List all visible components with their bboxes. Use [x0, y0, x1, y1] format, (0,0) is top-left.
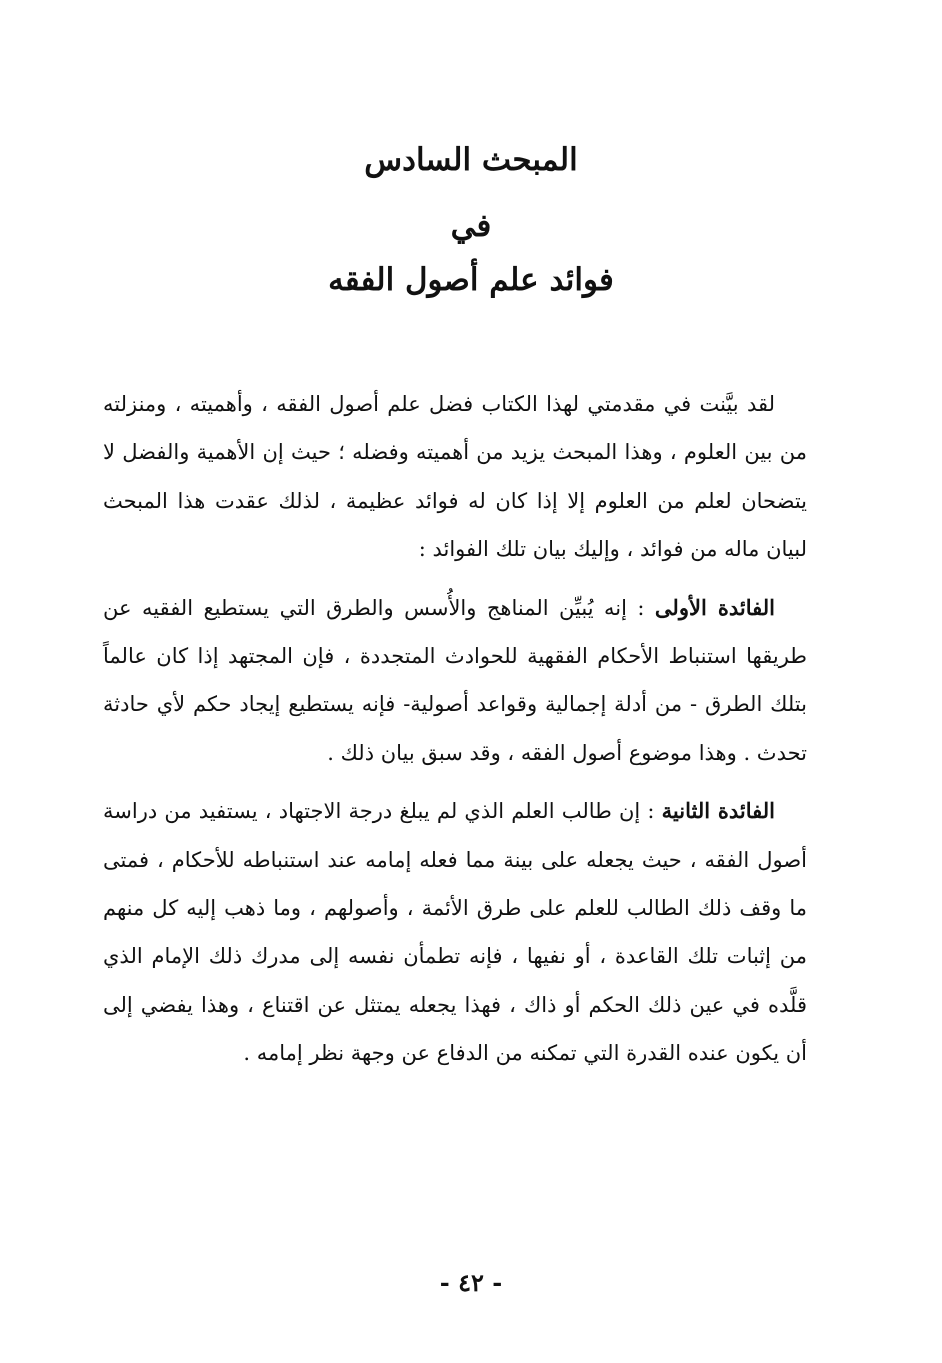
body-text [103, 380, 807, 1088]
paragraph-lead: الفائدة الثانية [661, 798, 775, 824]
paragraph-introduction [103, 380, 807, 574]
chapter-subtitle: فوائد علم أصول الفقه [328, 262, 614, 298]
chapter-heading [0, 140, 942, 300]
page-number: - ٤٢ - [439, 1268, 503, 1297]
paragraph-second-benefit [103, 787, 807, 1077]
paragraph-text: : إن طالب العلم الذي لم يبلغ درجة الاجتهاد ، يستفيد من دراسة أصول الفقه ، حيث يجعله على بينة مما فعله إمامه عند استنباطه للأحكام ، فمتى ما وقف ذلك الطالب للعلم على طرق الأئمة ، وأصولهم ، وما ذهب إليه كل منهم من إثبات تلك القاعدة ، أو نفيها ، فإنه تطمأن نفسه إلى مدرك ذلك الإمام الذي قلَّده في عين ذلك الحكم أو ذاك ، فهذا يجعله يمتثل عن اقتناع ، وهذا يفضي إلى أن يكون عنده القدرة التي تمكنه من الدفاع عن وجهة نظر إمامه . [103, 799, 807, 1066]
chapter-title-connector: في [450, 208, 492, 244]
chapter-title: المبحث السادس [364, 142, 578, 178]
paragraph-text: : إنه يُبيِّن المناهج والأُسس والطرق التي يستطيع الفقيه عن طريقها استنباط الأحكام الفقهية للحوادث المتجددة ، فإن المجتهد إذا كان عالماً بتلك الطرق - من أدلة إجمالية وقواعد أصولية- فإنه يستطيع إيجاد حكم لأي حادثة تحدث . وهذا موضوع أصول الفقه ، وقد سبق بيان ذلك . [103, 595, 807, 765]
paragraph-lead: الفائدة الأولى [654, 594, 775, 620]
paragraph-text: لقد بيَّنت في مقدمتي لهذا الكتاب فضل علم أصول الفقه ، وأهميته ، ومنزلته من بين العلوم ، وهذا المبحث يزيد من أهميته وفضله ؛ حيث إن الأهمية والفضل لا يتضحان لعلم من العلوم إلا إذا كان له فوائد عظيمة ، لذلك عقدت هذا المبحث لبيان ماله من فوائد ، وإليك بيان تلك الفوائد : [103, 392, 807, 562]
paragraph-first-benefit [103, 584, 807, 778]
